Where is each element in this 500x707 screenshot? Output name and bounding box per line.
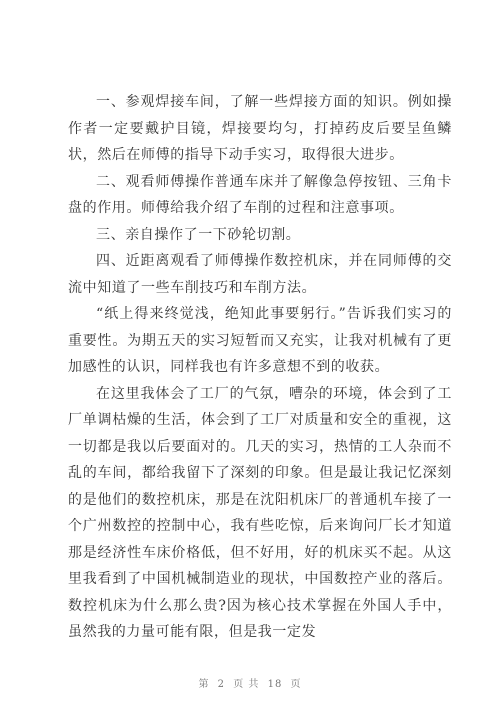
paragraph-2: 二、观看师傅操作普通车床并了解像急停按钮、三角卡盘的作用。师傅给我介绍了车削的过程和注意事项。 [68, 173, 452, 216]
footer-total-pages: 18 [267, 679, 283, 690]
paragraph-1: 一、参观焊接车间，了解一些焊接方面的知识。例如操作者一定要戴护目镜，焊接要均匀，打掉药皮后要呈鱼鳞状，然后在师傅的指导下动手实习，取得很大进步。 [68, 94, 452, 163]
paragraph-4: 四、近距离观看了师傅操作数控机床，并在同师傅的交流中知道了一些车削技巧和车削方法。 [68, 253, 452, 296]
footer-prefix: 第 [198, 679, 210, 690]
paragraph-6: 在这里我体会了工厂的气氛，嘈杂的环境，体会到了工厂单调枯燥的生活，体会到了工厂对质量和安全的重视，这一切都是我以后要面对的。几天的实习，热情的工人杂而不乱的车间，都给我留下了深刻的印象。但是最让我记忆深刻的是他们的数控机床，那是在沈阳机床厂的普通机车接了一个广州数控的控制中心，我有些吃惊，后来询问厂长才知道那是经济性车床价格低，但不好用，好的机床买不起。从这里我看到了中国机械制造业的现状，中国数控产业的落后。数控机床为什么那么贵?因为核心技术掌握在外国人手中，虽然我的力量可能有限，但是我一定发 [68, 385, 452, 640]
paragraph-3: 三、亲自操作了一下砂轮切割。 [96, 226, 301, 243]
footer-current-page: 2 [217, 679, 226, 690]
body-text [68, 89, 452, 646]
page-footer [0, 675, 500, 690]
paragraph-5: “纸上得来终觉浅，绝知此事要躬行。”告诉我们实习的重要性。为期五天的实习短暂而又充实，让我对机械有了更加感性的认识，同样我也有许多意想不到的收获。 [68, 306, 452, 375]
footer-suffix: 页 [290, 679, 302, 690]
footer-middle: 页 共 [233, 679, 260, 690]
